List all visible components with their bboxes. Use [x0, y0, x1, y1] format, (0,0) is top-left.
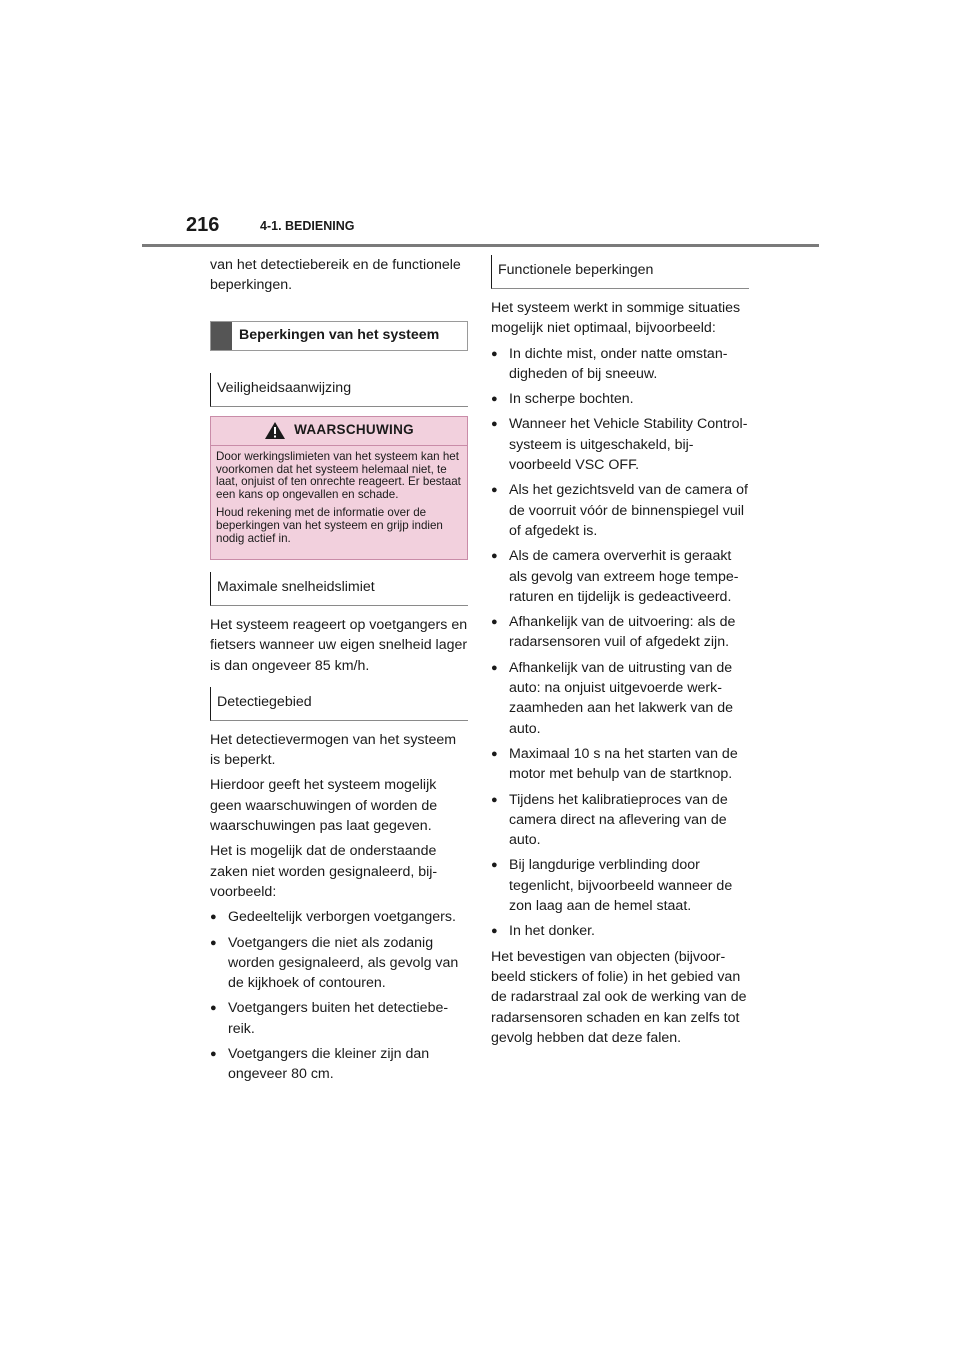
list-item: ● In dichte mist, onder natte omstandigheden of bij sneeuw. [491, 344, 749, 385]
list-item: ● Bij langdurige verblinding door tegenlicht, bijvoorbeeld wanneer de zon laag aan de hemel staat. [491, 855, 749, 916]
func-bullet-list [491, 344, 749, 942]
safety-heading: Veiligheidsaanwijzing [210, 373, 468, 407]
left-column [210, 255, 468, 1090]
detect-text: Het detectievermogen van het systeem is beperkt. [210, 731, 457, 769]
list-item: ● Tijdens het kalibratieproces van de camera direct na aflevering van de auto. [491, 790, 749, 851]
list-item: ● Als de camera oververhit is geraakt als gevolg van extreem hoge temperaturen en tijdelijk is gedeactiveerd. [491, 546, 749, 607]
warning-paragraph: Door werkingslimieten van het systeem kan het voorkomen dat het systeem helemaal niet, te laat, onjuist of ten onrechte reageert. Er bestaat een kans op ongevallen en schade. [216, 449, 461, 502]
speed-heading: Maximale snelheidslimiet [210, 572, 468, 606]
page-number: 216 [186, 214, 220, 236]
warning-title-text: WAARSCHUWING [294, 422, 414, 438]
warning-box [210, 416, 468, 560]
func-intro: Het systeem werkt in sommige situaties mogelijk niet optimaal, bijvoorbeeld: [491, 300, 741, 337]
limits-heading-text: Beperkingen van het systeem [239, 326, 440, 343]
warning-paragraph: Houd rekening met de informatie over de beperkingen van het systeem en grijp indien nodig actief in. [216, 506, 443, 546]
list-item: ● In het donker. [491, 921, 749, 941]
detect-text: Het is mogelijk dat de onderstaande zaken niet worden gesignaleerd, bijvoorbeeld: [210, 843, 438, 900]
list-item: ● Afhankelijk van de uitrusting van de auto: na onjuist uitgevoerde werkzaamheden aan het lakwerk van de auto. [491, 658, 749, 739]
section-title: 4-1. BEDIENING [260, 219, 355, 233]
list-item: ● Voetgangers buiten het detectiebereik. [210, 998, 468, 1039]
heading-block [211, 322, 232, 350]
list-item: ● Voetgangers die niet als zodanig worden gesignaleerd, als gevolg van de kijkhoek of contouren. [210, 933, 468, 994]
detect-heading: Detectiegebied [210, 687, 468, 721]
list-item: ● Gedeeltelijk verborgen voetgangers. [210, 907, 468, 927]
limits-heading [210, 321, 468, 351]
intro-text: van het detectiebereik en de functionele beperkingen. [210, 257, 461, 294]
warning-title [216, 417, 462, 445]
list-item: ● Wanneer het Vehicle Stability Control-systeem is uitgeschakeld, bijvoorbeeld VSC OFF. [491, 414, 749, 475]
warning-triangle-icon [264, 421, 286, 440]
list-item: ● Afhankelijk van de uitvoering: als de radarsensoren vuil of afgedekt zijn. [491, 612, 749, 653]
closing-text: Het bevestigen van objecten (bijvoorbeeld stickers of folie) in het gebied van de radarstraal zal ook de werking van de radarsensoren schaden en kan zelfs tot gevolg hebben dat deze falen. [491, 948, 747, 1046]
speed-text: Het systeem reageert op voetgangers en fietsers wanneer uw eigen snelheid lager is dan ongeveer 85 km/h. [210, 616, 468, 674]
list-item: ● Als het gezichtsveld van de camera of de voorruit vóór de binnenspiegel vuil of afgedekt is. [491, 480, 749, 541]
right-column [491, 255, 749, 1053]
list-item: ● Maximaal 10 s na het starten van de motor met behulp van de startknop. [491, 744, 749, 785]
func-heading: Functionele beperkingen [491, 255, 749, 289]
detect-bullet-list [210, 907, 468, 1084]
detect-text: Hierdoor geeft het systeem mogelijk geen waarschuwingen of worden de waarschuwingen pas laat gegeven. [210, 777, 438, 835]
warning-divider [211, 445, 467, 446]
list-item: ● In scherpe bochten. [491, 389, 749, 409]
header-rule [142, 244, 819, 247]
list-item: ● Voetgangers die kleiner zijn dan ongeveer 80 cm. [210, 1044, 468, 1085]
